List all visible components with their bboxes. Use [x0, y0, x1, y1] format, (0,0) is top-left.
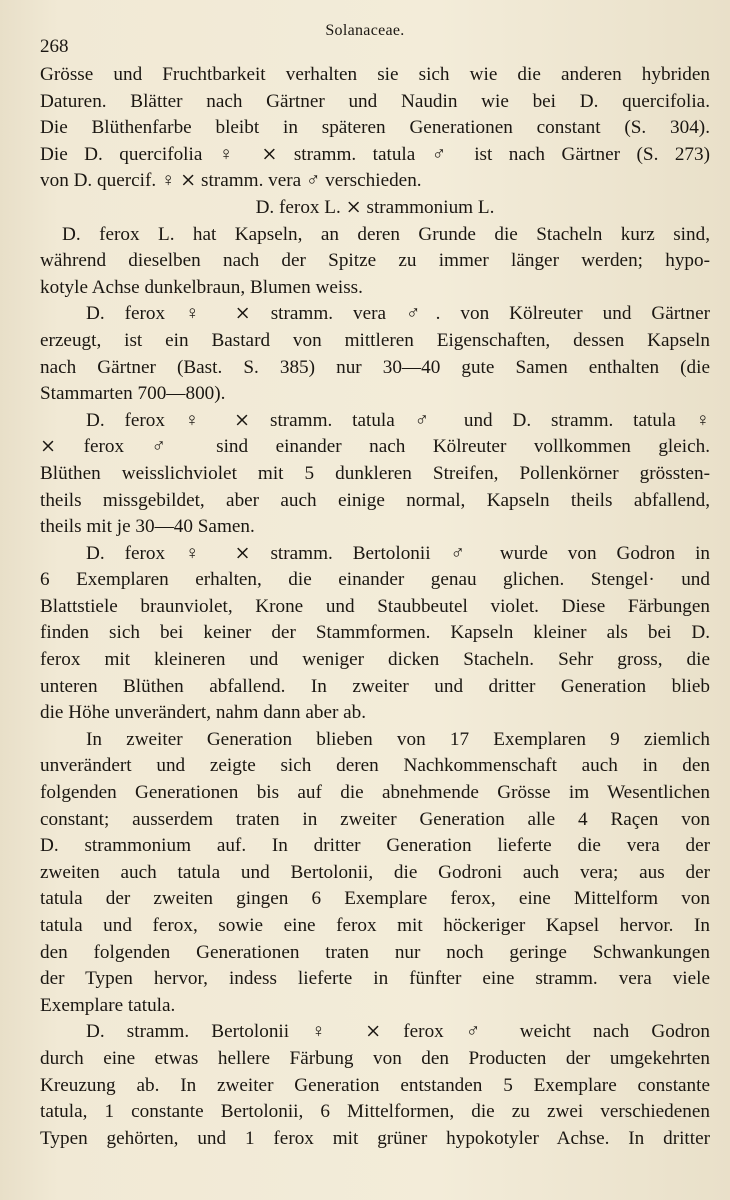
text-line: tatula der zweiten gingen 6 Exemplare ferox, eine Mittelform von	[40, 888, 710, 910]
text-line: Kreuzung ab. In zweiter Generation entstanden 5 Exemplare constante	[40, 1074, 710, 1096]
text-line: theils mit je 30—40 Samen.	[40, 516, 255, 538]
text-line: finden sich bei keiner der Stammformen. Kapseln kleiner als bei D.	[40, 622, 710, 644]
text-line: D. strammonium auf. In dritter Generation lieferte die vera der	[40, 835, 710, 857]
text-line: während dieselben nach der Spitze zu immer länger werden; hypo-	[40, 250, 710, 272]
text-line: von D. quercif. ♀ ⨯ stramm. vera ♂ verschieden.	[40, 170, 422, 192]
body-text	[40, 62, 710, 1152]
text-line: D. ferox L. hat Kapseln, an deren Grunde die Stacheln kurz sind,	[62, 223, 710, 245]
text-line: Blattstiele braunviolet, Krone und Staubbeutel violet. Diese Färbungen	[40, 595, 710, 617]
text-line: 6 Exemplaren erhalten, die einander genau glichen. Stengel· und	[40, 569, 710, 591]
text-line: Typen gehörten, und 1 ferox mit grüner hypokotyler Achse. In dritter	[40, 1127, 710, 1149]
text-line: Grösse und Fruchtbarkeit verhalten sie sich wie die anderen hybriden	[40, 64, 710, 85]
text-line: unteren Blüthen abfallend. In zweiter und dritter Generation blieb	[40, 675, 710, 697]
text-line: ferox mit kleineren und weniger dicken Stacheln. Sehr gross, die	[40, 649, 710, 671]
text-line: D. ferox ♀ ⨯ stramm. vera ♂. von Kölreuter und Gärtner	[86, 303, 710, 325]
text-line: nach Gärtner (Bast. S. 385) nur 30—40 gute Samen enthalten (die	[40, 356, 710, 378]
text-line: In zweiter Generation blieben von 17 Exemplaren 9 ziemlich	[86, 728, 710, 750]
text-line: kotyle Achse dunkelbraun, Blumen weiss.	[40, 276, 363, 298]
text-line: tatula und ferox, sowie eine ferox mit höckeriger Kapsel hervor. In	[40, 915, 710, 936]
running-head: Solanaceae.	[325, 22, 405, 39]
text-line: erzeugt, ist ein Bastard von mittleren Eigenschaften, dessen Kapseln	[40, 329, 710, 351]
text-line: unverändert und zeigte sich deren Nachkommenschaft auch in den	[40, 755, 710, 777]
text-line: Die Blüthenfarbe bleibt in späteren Generationen constant (S. 304).	[40, 117, 710, 139]
text-line: tatula, 1 constante Bertolonii, 6 Mittelformen, die zu zwei verschiedenen	[40, 1101, 710, 1123]
text-line: theils missgebildet, aber auch einige normal, Kapseln theils abfallend,	[40, 489, 710, 511]
page-number: 268	[40, 36, 69, 57]
text-line: D. ferox ♀ ⨯ stramm. Bertolonii ♂ wurde von Godron in	[86, 542, 710, 564]
text-line: der Typen hervor, indess lieferte in fünfter eine stramm. vera viele	[40, 968, 710, 990]
text-line: die Höhe unverändert, nahm dann aber ab.	[40, 702, 367, 724]
text-line: den folgenden Generationen traten nur noch geringe Schwankungen	[40, 941, 710, 963]
text-line: constant; ausserdem traten in zweiter Generation alle 4 Raçen von	[40, 808, 710, 830]
page-header	[0, 22, 730, 57]
text-line: ⨯ ferox ♂ sind einander nach Kölreuter vollkommen gleich.	[40, 436, 710, 458]
section-heading: D. ferox L. ⨯ strammonium L.	[255, 196, 495, 218]
text-line: zweiten auch tatula und Bertolonii, die Godroni auch vera; aus der	[40, 861, 710, 883]
text-line: D. ferox ♀ ⨯ stramm. tatula ♂ und D. stramm. tatula ♀	[86, 409, 710, 431]
text-line: D. stramm. Bertolonii ♀ ⨯ ferox ♂ weicht nach Godron	[86, 1021, 710, 1043]
text-line: folgenden Generationen bis auf die abnehmende Grösse im Wesentlichen	[40, 782, 710, 804]
text-line: Die D. quercifolia ♀ ⨯ stramm. tatula ♂ ist nach Gärtner (S. 273)	[40, 143, 710, 165]
text-line: Daturen. Blätter nach Gärtner und Naudin wie bei D. quercifolia.	[40, 90, 710, 112]
text-line: Exemplare tatula.	[40, 994, 176, 1016]
text-line: Blüthen weisslichviolet mit 5 dunkleren Streifen, Pollenkörner grössten-	[40, 462, 710, 484]
text-line: durch eine etwas hellere Färbung von den Producten der umgekehrten	[40, 1047, 710, 1069]
text-line: Stammarten 700—800).	[40, 383, 226, 405]
